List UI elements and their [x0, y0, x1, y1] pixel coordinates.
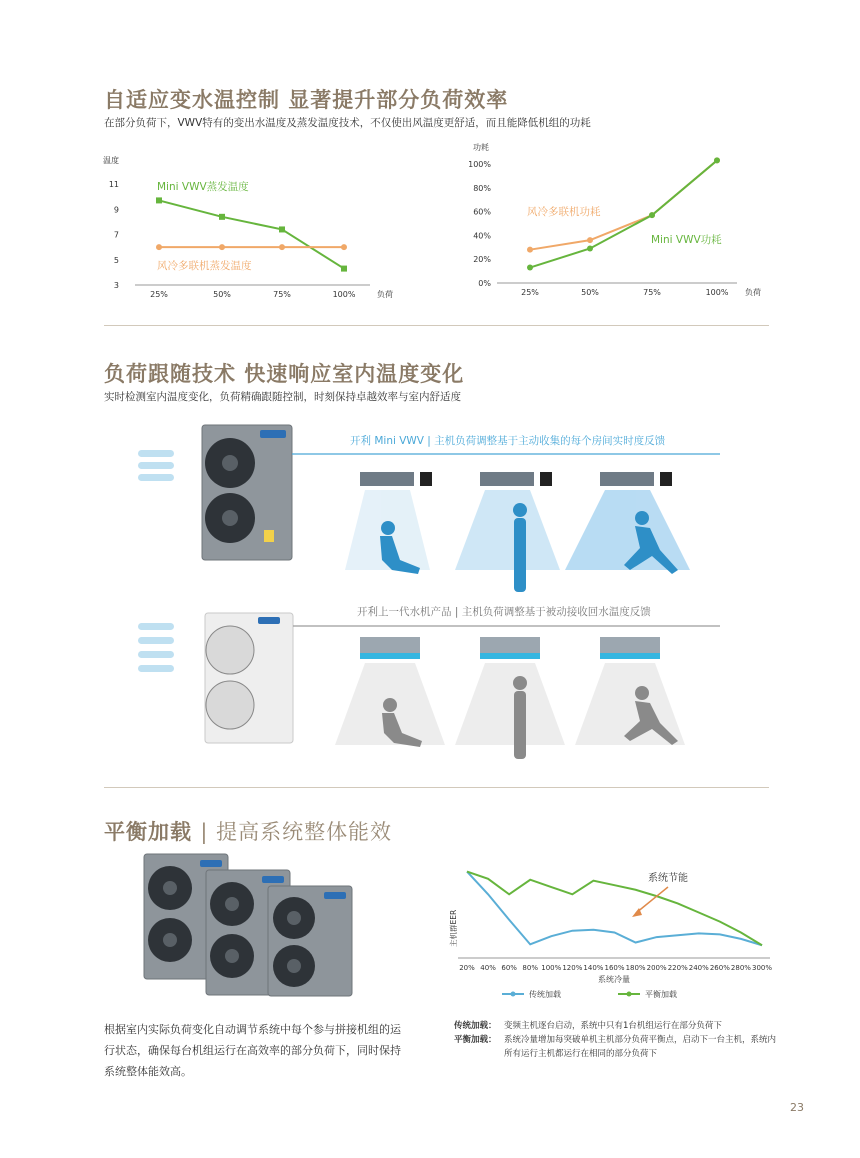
x-tick-label: 260% — [709, 964, 730, 972]
x-tick-label: 100% — [541, 964, 562, 972]
outdoor-unit-icon — [202, 425, 292, 560]
data-point — [649, 212, 655, 218]
x-tick-label: 75% — [273, 290, 291, 299]
note-balanced — [454, 1033, 784, 1061]
mini-vwv-strip-label: 开利 Mini VWV | 主机负荷调整基于主动收集的每个房间实时度反馈 — [350, 435, 666, 447]
note-traditional-label: 传统加载： — [454, 1021, 497, 1031]
note-traditional — [454, 1019, 784, 1033]
outdoor-unit-icon — [268, 886, 352, 996]
series-label: 风冷多联机蒸发温度 — [157, 260, 252, 272]
power-chart — [465, 140, 765, 310]
x-tick-label: 50% — [581, 288, 599, 297]
data-point — [527, 265, 533, 271]
x-tick-label: 25% — [521, 288, 539, 297]
x-tick-label: 220% — [667, 964, 688, 972]
y-axis-label: 温度 — [103, 156, 119, 165]
data-point — [279, 244, 285, 250]
x-axis-label: 负荷 — [377, 290, 393, 299]
section1-subtitle: 在部分负荷下，VWV特有的变出水温度及蒸发温度技术，不仅使出风温度更舒适，而且能降低机组的功耗 — [104, 117, 591, 129]
series-label: 风冷多联机功耗 — [527, 206, 601, 218]
y-tick-label: 11 — [108, 180, 119, 189]
x-tick-label: 20% — [459, 964, 475, 972]
x-axis-label: 系统冷量 — [598, 975, 630, 984]
y-tick-label: 7 — [113, 230, 119, 240]
data-point — [714, 157, 720, 163]
y-tick-label: 5 — [113, 255, 119, 265]
y-tick-label: 3 — [113, 281, 119, 290]
x-tick-label: 40% — [480, 964, 496, 972]
x-tick-label: 140% — [583, 964, 604, 972]
x-tick-label: 200% — [646, 964, 667, 972]
section3-title — [104, 816, 392, 846]
y-axis-label: 主机群EER — [449, 909, 458, 947]
divider-1 — [104, 325, 769, 326]
section3-title-bold: 平衡加载 — [104, 820, 192, 844]
note-balanced-label: 平衡加载： — [454, 1035, 497, 1045]
data-point — [279, 226, 285, 232]
eer-chart — [440, 855, 780, 1005]
x-tick-label: 60% — [501, 964, 517, 972]
y-tick-label: 9 — [113, 205, 119, 215]
y-tick-label: 60% — [473, 207, 491, 217]
x-tick-label: 120% — [562, 964, 583, 972]
legend-marker — [511, 992, 516, 997]
series-label: Mini VWV蒸发温度 — [157, 181, 249, 193]
y-tick-label: 100% — [468, 160, 491, 169]
previous-strip-label: 开利上一代水机产品 | 主机负荷调整基于被动接收回水温度反馈 — [357, 606, 651, 618]
x-tick-label: 80% — [522, 964, 538, 972]
x-tick-label: 160% — [604, 964, 625, 972]
outdoor-unit-icon — [205, 613, 293, 743]
note-balanced-text: 系统冷量增加每突破单机主机部分负荷平衡点，启动下一台主机，系统内所有运行主机都运行在相同的部分负荷下 — [504, 1035, 777, 1059]
y-tick-label: 20% — [473, 255, 491, 265]
y-tick-label: 80% — [473, 183, 491, 193]
x-tick-label: 240% — [688, 964, 709, 972]
x-tick-label: 100% — [332, 290, 356, 299]
temperature-chart — [95, 148, 415, 308]
legend-label: 传统加载 — [529, 990, 561, 999]
data-point — [527, 247, 533, 253]
loading-notes — [454, 1019, 784, 1061]
x-tick-label: 50% — [213, 290, 231, 299]
data-point — [219, 244, 225, 250]
data-point — [341, 244, 347, 250]
legend-label: 平衡加载 — [645, 990, 677, 999]
x-tick-label: 280% — [730, 964, 751, 972]
annotation-label: 系统节能 — [648, 873, 688, 884]
section3-body: 根据室内实际负荷变化自动调节系统中每个参与拼接机组的运行状态，确保每台机组运行在高效率的部分负荷下，同时保持系统整体能效高。 — [104, 1023, 401, 1078]
divider-2 — [104, 787, 769, 788]
signal-bars-icon — [138, 450, 174, 481]
series-line — [159, 200, 344, 268]
signal-bars-icon — [138, 623, 174, 672]
x-tick-label: 25% — [150, 290, 168, 299]
fan-coil-icon — [360, 637, 660, 659]
x-tick-label: 180% — [625, 964, 646, 972]
series-line — [467, 872, 762, 946]
y-tick-label: 0% — [478, 279, 491, 288]
data-point — [587, 245, 593, 251]
x-tick-label: 75% — [643, 288, 661, 297]
data-point — [156, 244, 162, 250]
series-label: Mini VWV功耗 — [651, 234, 722, 246]
data-point — [341, 266, 347, 272]
stacked-outdoor-units-illustration — [140, 850, 370, 1000]
x-tick-label: 100% — [705, 288, 729, 297]
data-point — [587, 237, 593, 243]
y-axis-label: 功耗 — [473, 143, 489, 152]
x-axis-label: 负荷 — [745, 288, 761, 297]
section3-title-light: | 提高系统整体能效 — [200, 820, 393, 844]
data-point — [219, 214, 225, 220]
page-number: 23 — [790, 1101, 804, 1114]
data-point — [156, 197, 162, 203]
y-tick-label: 40% — [473, 231, 491, 241]
section1-title: 自适应变水温控制 显著提升部分负荷效率 — [104, 88, 509, 112]
section2-subtitle: 实时检测室内温度变化，负荷精确跟随控制，时刻保持卓越效率与室内舒适度 — [104, 391, 461, 403]
x-tick-label: 300% — [751, 964, 773, 972]
legend-marker — [627, 992, 632, 997]
note-traditional-text: 变频主机逐台启动，系统中只有1台机组运行在部分负荷下 — [504, 1021, 722, 1031]
section2-title: 负荷跟随技术 快速响应室内温度变化 — [104, 362, 465, 386]
fan-coil-icon — [360, 472, 672, 486]
load-following-previous-illustration — [130, 605, 730, 765]
